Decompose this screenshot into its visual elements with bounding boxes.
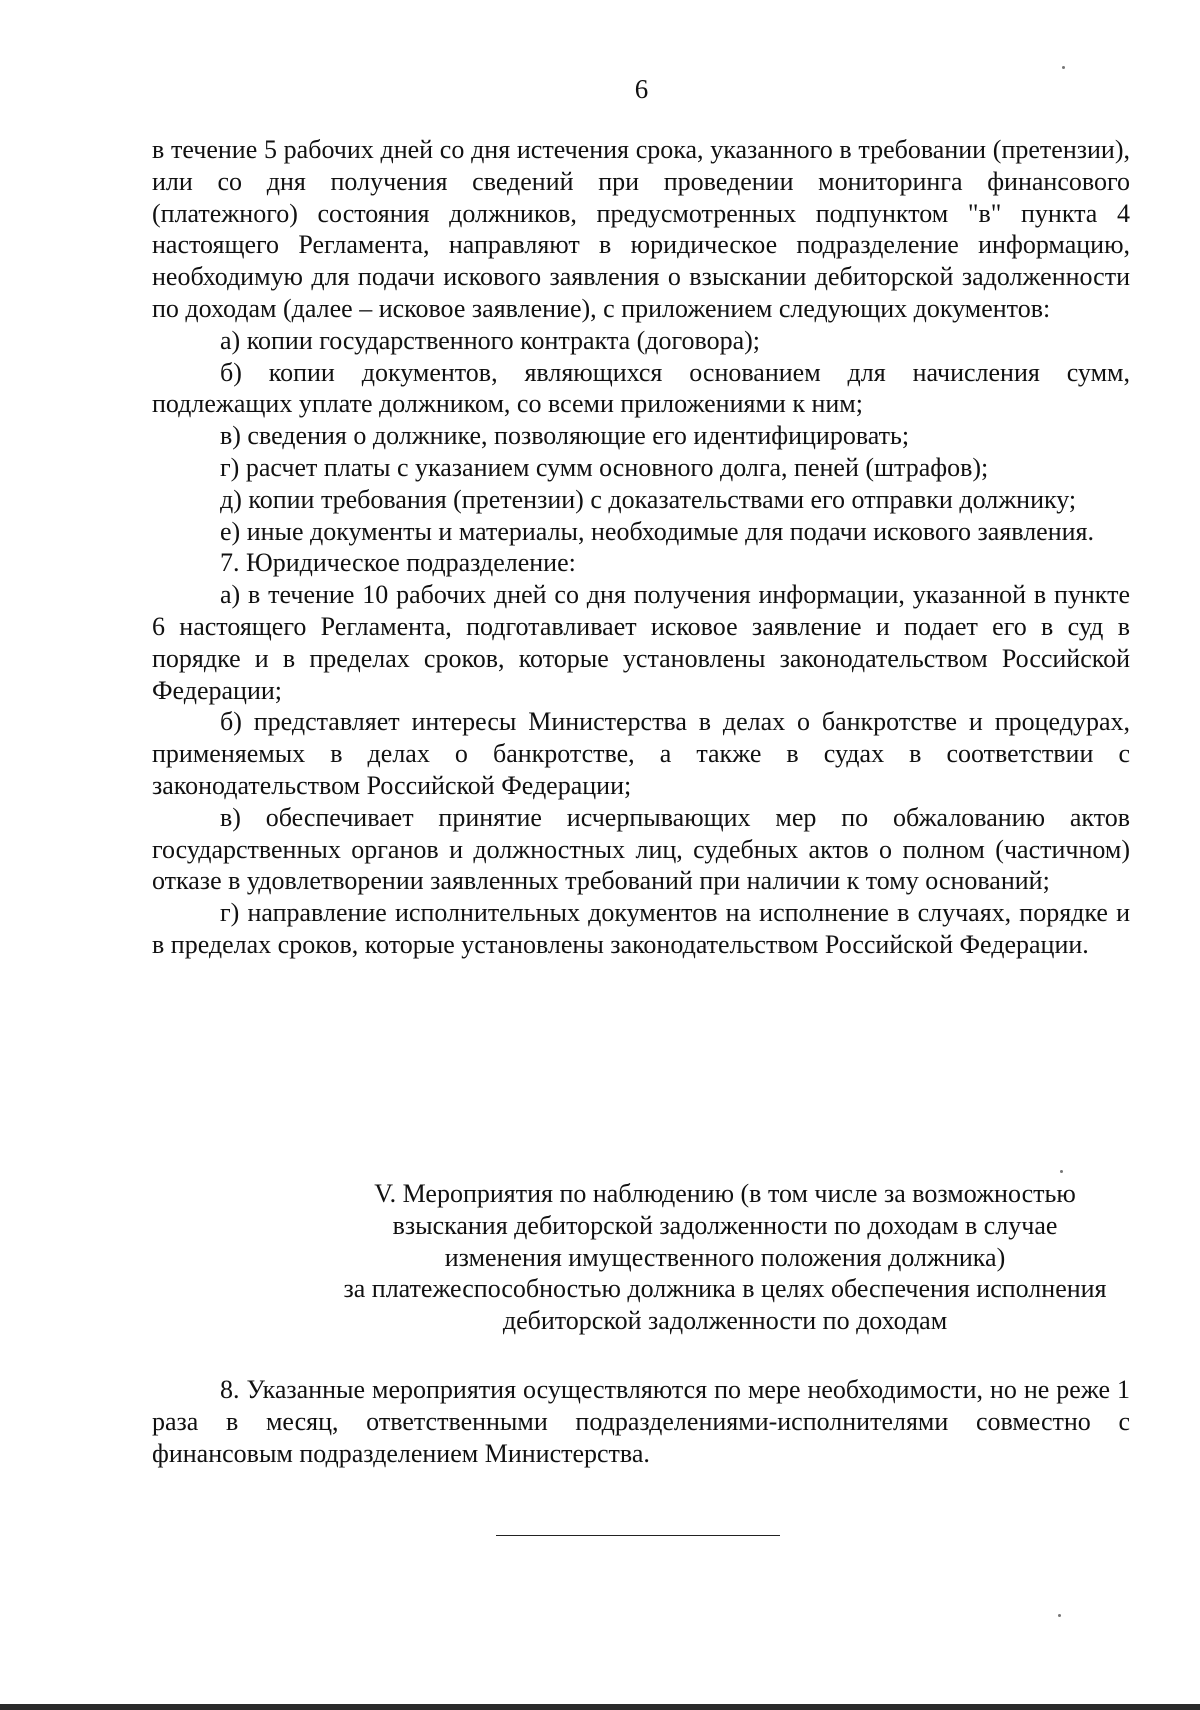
page-number: 6 [634, 74, 649, 104]
clause-7-item-g: г) направление исполнительных документов на исполнение в случаях, порядке и в пределах сроков, которые установлены законодательством Российской Федерации. [152, 898, 1130, 959]
scan-speck [1062, 66, 1065, 69]
list-item-a: а) копии государственного контракта (договора); [220, 325, 761, 355]
clause-7-heading: 7. Юридическое подразделение: [220, 548, 576, 578]
clause-7-item-b: б) представляет интересы Министерства в делах о банкротстве и процедурах, применяемых в делах о банкротстве, а также в судах в соответствии с законодательством Российской Федерации; [152, 707, 1130, 800]
list-item-e: е) иные документы и материалы, необходимые для подачи искового заявления. [220, 516, 1094, 546]
list-item-b: б) копии документов, являющихся основанием для начисления сумм, подлежащих уплате должником, со всеми приложениями к ним; [152, 357, 1130, 419]
list-item-v: в) сведения о должнике, позволяющие его идентифицировать; [220, 421, 910, 451]
end-of-document-rule [496, 1535, 780, 1536]
section-heading [240, 1178, 1200, 1337]
paragraph-intro: в течение 5 рабочих дней со дня истечения срока, указанного в требовании (претензии), или со дня получения сведений при проведении мониторинга финансового (платежного) состояния должников, предусмотренных подпунктом "в" пункта 4 настоящего Регламента, направляют в юридическое подразделение информацию, необходимую для подачи искового заявления о взыскании дебиторской задолженности по доходам (далее – исковое заявление), с приложением следующих документов: [152, 135, 1130, 323]
closing-text [152, 1374, 1130, 1469]
section-heading-line: взыскания дебиторской задолженности по доходам в случае [392, 1210, 1058, 1240]
clause-8-paragraph: 8. Указанные мероприятия осуществляются по мере необходимости, но не реже 1 раза в месяц, ответственными подразделениями-исполнителями совместно с финансовым подразделением Министерства. [152, 1375, 1130, 1468]
list-item-g: г) расчет платы с указанием сумм основного долга, пеней (штрафов); [220, 452, 989, 482]
body-text [152, 134, 1130, 961]
section-heading-line: за платежеспособностью должника в целях обеспечения исполнения [343, 1274, 1107, 1304]
section-heading-line: V. Мероприятия по наблюдению (в том числе за возможностью [374, 1179, 1076, 1208]
section-heading-line: изменения имущественного положения должника) [444, 1242, 1006, 1272]
clause-7-item-v: в) обеспечивает принятие исчерпывающих мер по обжалованию актов государственных органов и должностных лиц, судебных актов о полном (частичном) отказе в удовлетворении заявленных требований при наличии к тому оснований; [152, 802, 1130, 896]
section-heading-line: дебиторской задолженности по доходам [502, 1306, 948, 1336]
scan-speck [1060, 1170, 1063, 1173]
clause-7-item-a: а) в течение 10 рабочих дней со дня получения информации, указанной в пункте 6 настоящего Регламента, подготавливает исковое заявление и подает его в суд в порядке и в пределах сроков, которые установлены законодательством Российской Федерации; [152, 580, 1130, 705]
scan-bottom-edge [0, 1704, 1200, 1710]
list-item-d: д) копии требования (претензии) с доказательствами его отправки должнику; [220, 484, 1077, 514]
scan-speck [1058, 1614, 1061, 1617]
